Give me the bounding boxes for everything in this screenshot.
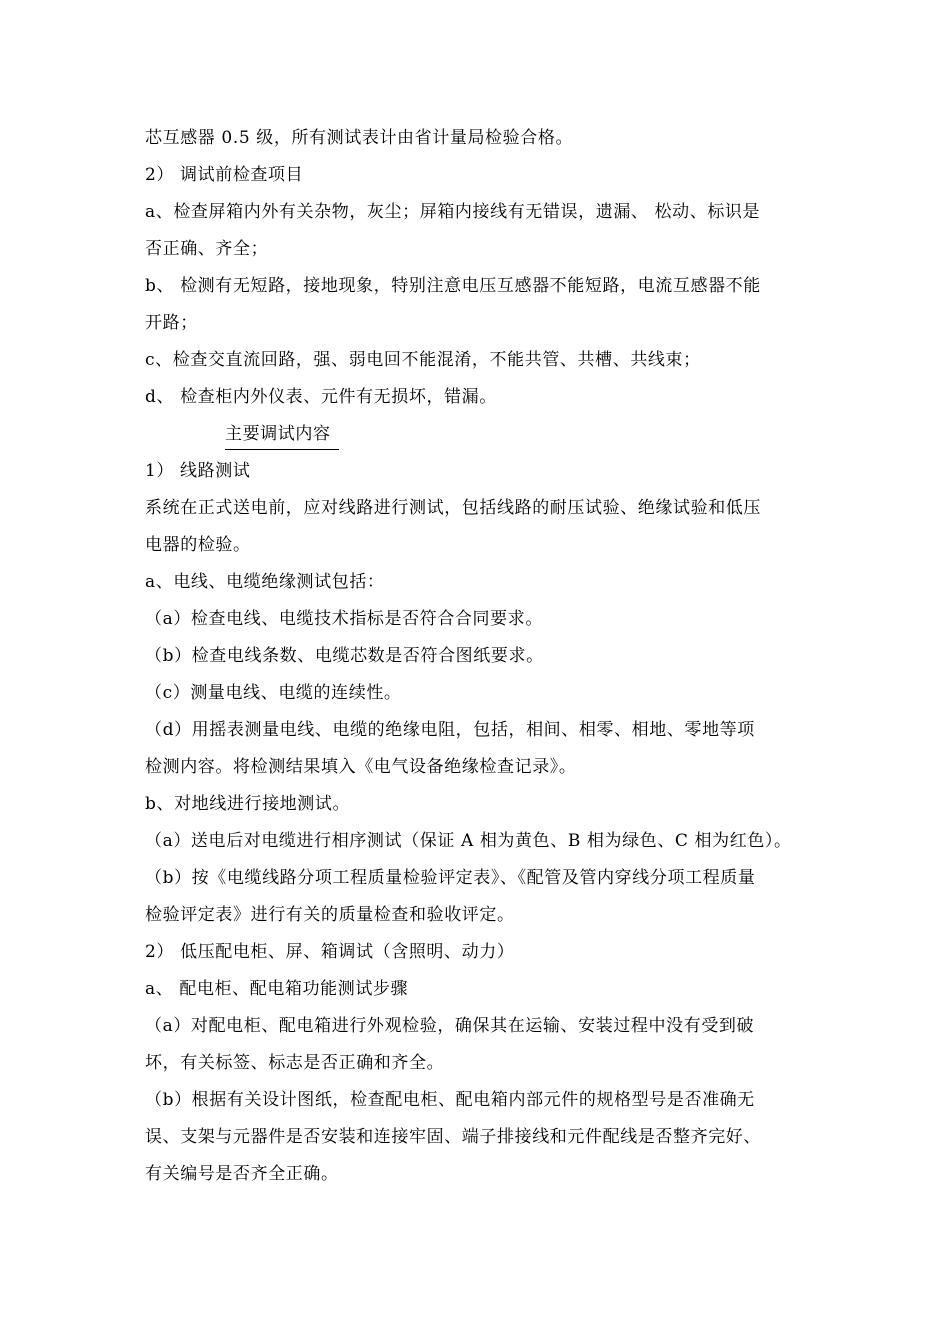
- text-line: （c）测量电线、电缆的连续性。: [145, 683, 402, 703]
- text-line: 误、支架与元器件是否安装和连接牢固、端子排接线和元件配线是否整齐完好、: [145, 1127, 761, 1147]
- text-line: （b）按《电缆线路分项工程质量检验评定表》、《配管及管内穿线分项工程质量: [145, 868, 756, 888]
- text-line: （a）对配电柜、配电箱进行外观检验，确保其在运输、安装过程中没有受到破: [145, 1016, 755, 1036]
- text-line: 2） 调试前检查项目: [145, 165, 304, 185]
- text-line: a、检查屏箱内外有关杂物，灰尘；屏箱内接线有无错误，遗漏、 松动、标识是: [145, 202, 761, 222]
- section-heading-text: 主要调试内容: [225, 419, 339, 450]
- text-line: （b）根据有关设计图纸，检查配电柜、配电箱内部元件的规格型号是否准确无: [145, 1090, 755, 1110]
- text-line: 开路；: [145, 313, 198, 333]
- text-line: （a）送电后对电缆进行相序测试（保证 A 相为黄色、B 相为绿色、C 相为红色）。: [145, 831, 792, 851]
- text-line: 1） 线路测试: [145, 461, 251, 481]
- text-line: 否正确、齐全；: [145, 239, 269, 259]
- text-line: 有关编号是否齐全正确。: [145, 1164, 339, 1184]
- text-line: 系统在正式送电前，应对线路进行测试，包括线路的耐压试验、绝缘试验和低压: [145, 498, 761, 518]
- text-line: 检测内容。将检测结果填入《电气设备绝缘检查记录》。: [145, 757, 577, 777]
- text-line: a、电线、电缆绝缘测试包括：: [145, 572, 385, 592]
- text-line: c、检查交直流回路，强、弱电回不能混淆，不能共管、共槽、共线束；: [145, 350, 701, 370]
- section-heading: [145, 416, 810, 453]
- text-line: 芯互感器 0.5 级，所有测试表计由省计量局检验合格。: [145, 128, 574, 148]
- text-line: 检验评定表》进行有关的质量检查和验收评定。: [145, 905, 515, 925]
- text-line: 电器的检验。: [145, 535, 251, 555]
- text-line: （b）检查电线条数、电缆芯数是否符合图纸要求。: [145, 646, 544, 666]
- text-line: b、 检测有无短路，接地现象，特别注意电压互感器不能短路，电流互感器不能: [145, 276, 761, 296]
- text-line: d、 检查柜内外仪表、元件有无损坏，错漏。: [145, 387, 497, 407]
- text-line: 坏，有关标签、标志是否正确和齐全。: [145, 1053, 445, 1073]
- text-line: a、 配电柜、配电箱功能测试步骤: [145, 979, 409, 999]
- text-line: b、对地线进行接地测试。: [145, 794, 351, 814]
- document-body: [145, 120, 810, 1193]
- text-line: （a）检查电线、电缆技术指标是否符合合同要求。: [145, 609, 543, 629]
- text-line: （d）用摇表测量电线、电缆的绝缘电阻，包括，相间、相零、相地、零地等项: [145, 720, 755, 740]
- text-line: 2） 低压配电柜、屏、箱调试（含照明、动力）: [145, 942, 515, 962]
